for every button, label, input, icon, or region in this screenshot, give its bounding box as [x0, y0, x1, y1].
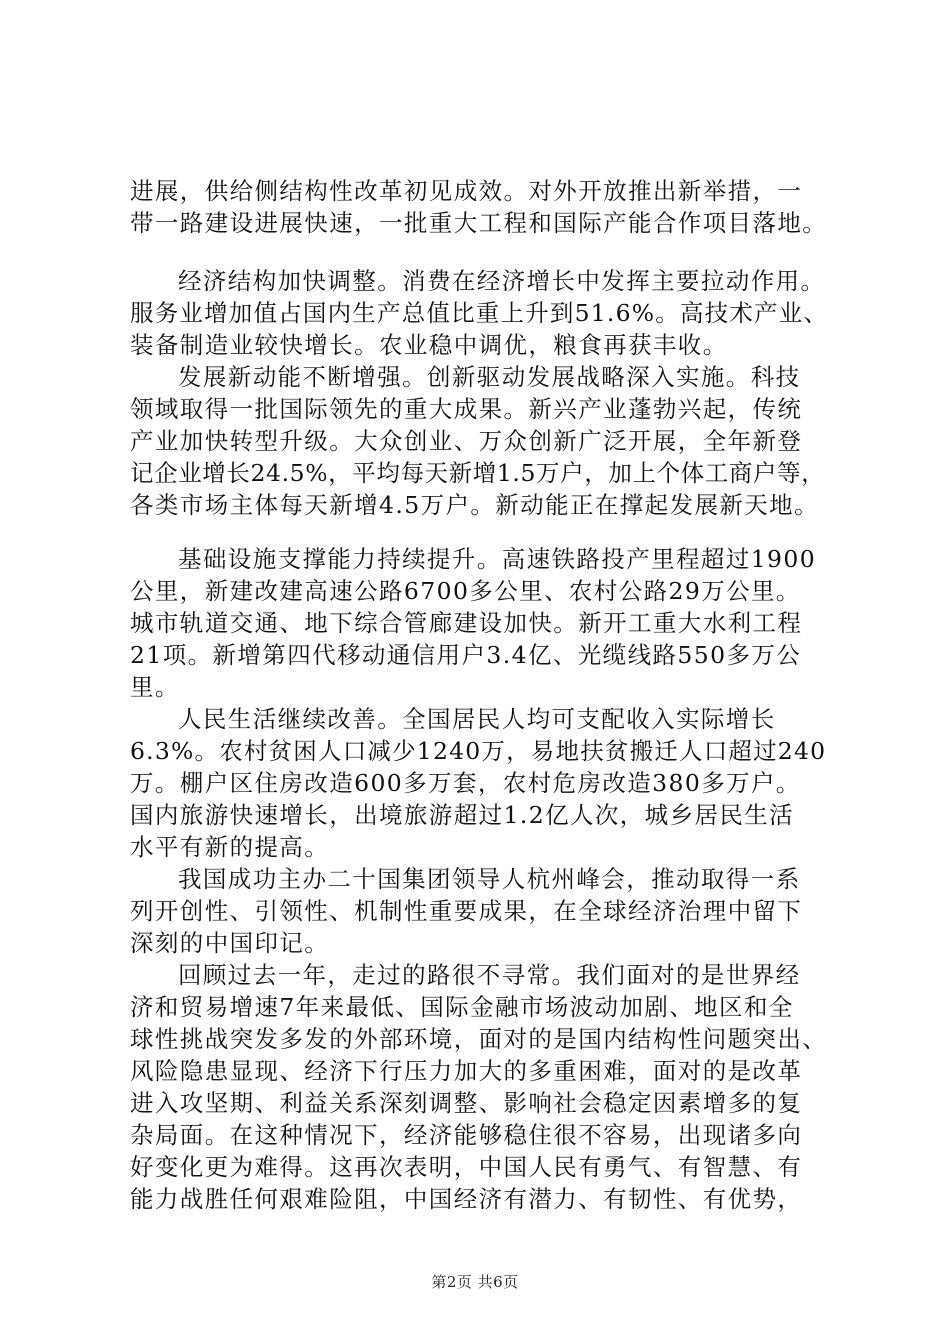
text-line: 21项。新增第四代移动通信用户3.4亿、光缆线路550多万公 [130, 641, 802, 669]
text-line: 记企业增长24.5%，平均每天新增1.5万户，加上个体工商户等， [130, 459, 826, 487]
text-line: 进入攻坚期、利益关系深刻调整、影响社会稳定因素增多的复 [130, 1089, 803, 1117]
text-line: 水平有新的提高。 [130, 833, 330, 861]
text-line: 杂局面。在这种情况下，经济能够稳住很不容易，出现诸多向 [130, 1121, 803, 1149]
text-line: 6.3%。农村贫困人口减少1240万，易地扶贫搬迁人口超过240 [130, 737, 827, 765]
text-line: 带一路建设进展快速，一批重大工程和国际产能合作项目落地。 [130, 209, 828, 237]
text-line: 里。 [130, 673, 180, 701]
text-line: 国内旅游快速增长，出境旅游超过1.2亿人次，城乡居民生活 [130, 801, 795, 829]
text-line: 万。棚户区住房改造600多万套，农村危房改造380多万户。 [130, 769, 801, 797]
paragraph-start: 经济结构加快调整。消费在经济增长中发挥主要拉动作用。 [178, 267, 826, 295]
page-number-footer: 第2页 共6页 [431, 1273, 519, 1291]
text-line: 风险隐患显现、经济下行压力加大的多重困难，面对的是改革 [130, 1057, 803, 1085]
text-line: 装备制造业较快增长。农业稳中调优，粮食再获丰收。 [130, 331, 728, 359]
text-line: 城市轨道交通、地下综合管廊建设加快。新开工重大水利工程 [130, 609, 803, 637]
paragraph-start: 我国成功主办二十国集团领导人杭州峰会，推动取得一系 [178, 865, 801, 893]
text-line: 产业加快转型升级。大众创业、万众创新广泛开展，全年新登 [130, 427, 803, 455]
text-line: 球性挑战突发多发的外部环境，面对的是国内结构性问题突出、 [130, 1025, 828, 1053]
text-line: 好变化更为难得。这再次表明，中国人民有勇气、有智慧、有 [130, 1153, 803, 1181]
text-line: 公里，新建改建高速公路6700多公里、农村公路29万公里。 [130, 577, 801, 605]
paragraph-start: 基础设施支撑能力持续提升。高速铁路投产里程超过1900 [178, 545, 817, 573]
text-line: 深刻的中国印记。 [130, 929, 330, 957]
text-line: 进展，供给侧结构性改革初见成效。对外开放推出新举措，一 [130, 177, 803, 205]
text-line: 能力战胜任何艰难险阻，中国经济有潜力、有韧性、有优势， [130, 1185, 803, 1213]
text-line: 列开创性、引领性、机制性重要成果，在全球经济治理中留下 [130, 897, 803, 925]
paragraph-start: 回顾过去一年，走过的路很不寻常。我们面对的是世界经 [178, 961, 801, 989]
paragraph-start: 人民生活继续改善。全国居民人均可支配收入实际增长 [178, 705, 776, 733]
text-line: 领域取得一批国际领先的重大成果。新兴产业蓬勃兴起，传统 [130, 395, 803, 423]
text-line: 济和贸易增速7年来最低、国际金融市场波动加剧、地区和全 [130, 993, 794, 1021]
paragraph-start: 发展新动能不断增强。创新驱动发展战略深入实施。科技 [178, 363, 801, 391]
text-line: 各类市场主体每天新增4.5万户。新动能正在撑起发展新天地。 [130, 491, 819, 519]
text-line: 服务业增加值占国内生产总值比重上升到51.6%。高技术产业、 [130, 299, 829, 327]
